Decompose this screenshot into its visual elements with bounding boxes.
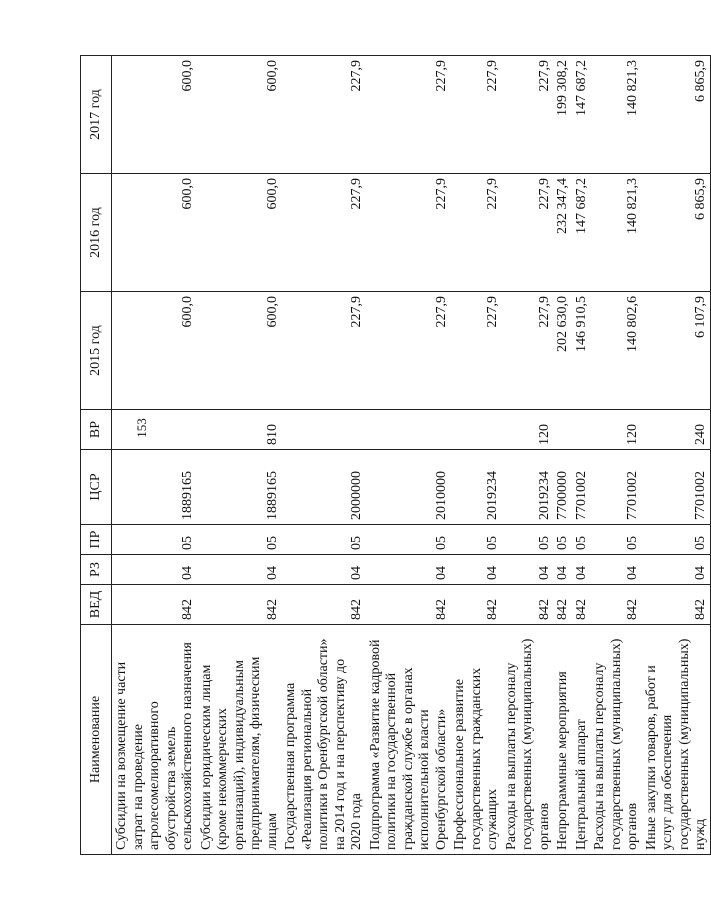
row-rz: 04 <box>366 555 451 585</box>
row-pr: 05 <box>112 525 197 555</box>
row-name: Расходы на выплаты персоналу государственных (муниципальных) органов <box>502 625 554 855</box>
header-csr: ЦСР <box>81 450 112 525</box>
header-2017: 2017 год <box>81 56 112 174</box>
row-vr: 120 <box>502 410 554 450</box>
row-csr: 7701002 <box>572 450 591 525</box>
header-ved: ВЕД <box>81 585 112 625</box>
row-2015: 227,9 <box>502 292 554 410</box>
row-pr: 05 <box>642 525 711 555</box>
row-rz: 04 <box>590 555 642 585</box>
row-vr <box>553 410 572 450</box>
row-rz: 04 <box>112 555 197 585</box>
row-2015: 202 630,0 <box>553 292 572 410</box>
row-rz: 04 <box>572 555 591 585</box>
table-row <box>590 56 642 855</box>
row-rz: 04 <box>450 555 502 585</box>
row-2017: 600,0 <box>197 56 282 174</box>
row-ved: 842 <box>366 585 451 625</box>
row-2015: 600,0 <box>197 292 282 410</box>
row-2017: 199 308,2 <box>553 56 572 174</box>
row-ved: 842 <box>553 585 572 625</box>
budget-table <box>80 55 711 855</box>
row-2016: 232 347,4 <box>553 174 572 292</box>
row-name: Государственная программа «Реализация региональной политики в Оренбургской области» на 2014 год и на перспективу до 2020 года <box>281 625 366 855</box>
row-name: Профессиональное развитие государственных гражданских служащих <box>450 625 502 855</box>
row-2015: 227,9 <box>281 292 366 410</box>
row-ved: 842 <box>502 585 554 625</box>
rotated-page <box>80 55 708 855</box>
row-vr: 810 <box>197 410 282 450</box>
row-vr <box>281 410 366 450</box>
row-2016: 227,9 <box>366 174 451 292</box>
row-2016: 600,0 <box>197 174 282 292</box>
row-pr: 05 <box>553 525 572 555</box>
row-2016: 147 687,2 <box>572 174 591 292</box>
table-row <box>450 56 502 855</box>
row-2017: 600,0 <box>112 56 197 174</box>
table-row <box>112 56 197 855</box>
header-name: Наименование <box>81 625 112 855</box>
row-rz: 04 <box>502 555 554 585</box>
row-2017: 227,9 <box>502 56 554 174</box>
header-rz: РЗ <box>81 555 112 585</box>
row-csr: 7701002 <box>590 450 642 525</box>
row-rz: 04 <box>281 555 366 585</box>
row-csr: 2019234 <box>450 450 502 525</box>
row-2017: 147 687,2 <box>572 56 591 174</box>
row-ved: 842 <box>450 585 502 625</box>
row-name: Субсидии на возмещение части затрат на проведение агролесомелиоративного обустройства земель сельскохозяйственного назначения <box>112 625 197 855</box>
row-ved: 842 <box>281 585 366 625</box>
row-ved: 842 <box>590 585 642 625</box>
table-row <box>572 56 591 855</box>
row-2016: 140 821,3 <box>590 174 642 292</box>
row-ved: 842 <box>197 585 282 625</box>
row-vr <box>366 410 451 450</box>
row-ved: 842 <box>642 585 711 625</box>
header-pr: ПР <box>81 525 112 555</box>
row-2016: 227,9 <box>281 174 366 292</box>
row-pr: 05 <box>281 525 366 555</box>
row-2016: 227,9 <box>450 174 502 292</box>
row-csr: 1889165 <box>112 450 197 525</box>
row-csr: 7700000 <box>553 450 572 525</box>
row-2015: 227,9 <box>450 292 502 410</box>
row-pr: 05 <box>502 525 554 555</box>
row-pr: 05 <box>450 525 502 555</box>
table-row <box>553 56 572 855</box>
row-csr: 1889165 <box>197 450 282 525</box>
row-2015: 146 910,5 <box>572 292 591 410</box>
row-vr: 240 <box>642 410 711 450</box>
row-vr <box>450 410 502 450</box>
row-2017: 227,9 <box>281 56 366 174</box>
row-rz: 04 <box>553 555 572 585</box>
row-2017: 6 865,9 <box>642 56 711 174</box>
row-2017: 227,9 <box>450 56 502 174</box>
row-csr: 2019234 <box>502 450 554 525</box>
table-row <box>642 56 711 855</box>
row-pr: 05 <box>197 525 282 555</box>
table-header-row <box>81 56 112 855</box>
row-vr <box>572 410 591 450</box>
row-rz: 04 <box>197 555 282 585</box>
row-2015: 140 802,6 <box>590 292 642 410</box>
row-vr: 120 <box>590 410 642 450</box>
row-ved: 842 <box>112 585 197 625</box>
row-name: Субсидии юридическим лицам (кроме некоммерческих организаций), индивидуальным предпринимателям, физическим лицам <box>197 625 282 855</box>
row-vr <box>112 410 197 450</box>
row-csr: 2000000 <box>281 450 366 525</box>
row-2015: 600,0 <box>112 292 197 410</box>
row-name: Непрограммные мероприятия <box>553 625 572 855</box>
row-name: Центральный аппарат <box>572 625 591 855</box>
row-pr: 05 <box>590 525 642 555</box>
header-2016: 2016 год <box>81 174 112 292</box>
header-vr: ВР <box>81 410 112 450</box>
row-ved: 842 <box>572 585 591 625</box>
table-row <box>281 56 366 855</box>
table-row <box>366 56 451 855</box>
row-2017: 227,9 <box>366 56 451 174</box>
row-pr: 05 <box>572 525 591 555</box>
row-name: Иные закупки товаров, работ и услуг для обеспечения государственных (муниципальных) нужд <box>642 625 711 855</box>
row-2015: 227,9 <box>366 292 451 410</box>
row-2016: 6 865,9 <box>642 174 711 292</box>
row-2016: 600,0 <box>112 174 197 292</box>
header-2015: 2015 год <box>81 292 112 410</box>
table-row <box>197 56 282 855</box>
row-name: Расходы на выплаты персоналу государственных (муниципальных) органов <box>590 625 642 855</box>
table-row <box>502 56 554 855</box>
row-csr: 7701002 <box>642 450 711 525</box>
row-2017: 140 821,3 <box>590 56 642 174</box>
page-number: 153 <box>134 418 149 438</box>
row-2015: 6 107,9 <box>642 292 711 410</box>
row-2016: 227,9 <box>502 174 554 292</box>
row-pr: 05 <box>366 525 451 555</box>
row-name: Подпрограмма «Развитие кадровой политики на государственной гражданской службе в органах исполнительной власти Оренбургской области» <box>366 625 451 855</box>
row-rz: 04 <box>642 555 711 585</box>
row-csr: 2010000 <box>366 450 451 525</box>
